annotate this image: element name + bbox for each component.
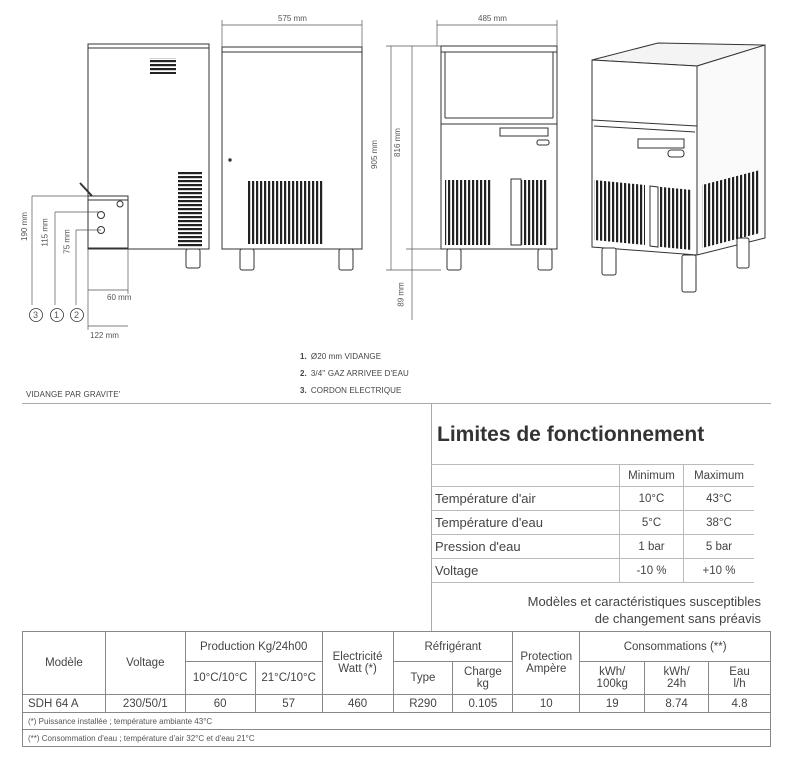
limits-label: Voltage bbox=[431, 559, 620, 583]
header-electricity bbox=[322, 632, 393, 695]
dim-height-body: 816 mm bbox=[392, 128, 402, 157]
dim-60: 60 mm bbox=[107, 293, 132, 302]
cell-watt: 460 bbox=[322, 695, 393, 713]
header-kwh24-line1: kWh/ bbox=[663, 666, 690, 678]
limits-header-empty bbox=[431, 465, 620, 487]
disclaimer-line-1: Modèles et caractéristiques susceptibles bbox=[527, 594, 761, 609]
footnote-2: (**) Consommation d'eau ; température d'air 32°C et d'eau 21°C bbox=[23, 730, 771, 747]
cell-prod-21: 57 bbox=[255, 695, 322, 713]
limits-max: +10 % bbox=[684, 559, 755, 583]
header-kwh24 bbox=[645, 662, 709, 695]
drain-label: VIDANGE PAR GRAVITE' bbox=[26, 390, 121, 399]
limits-row bbox=[431, 487, 754, 511]
cell-kwh24: 8.74 bbox=[645, 695, 709, 713]
side-view bbox=[222, 47, 362, 270]
callout-2: 2 bbox=[74, 310, 80, 320]
front-view bbox=[441, 46, 557, 270]
limits-col-min: Minimum bbox=[620, 465, 684, 487]
section-divider bbox=[22, 403, 771, 404]
header-refrigerant: Réfrigérant bbox=[393, 632, 513, 662]
header-water-line2: l/h bbox=[733, 678, 746, 690]
header-water bbox=[709, 662, 771, 695]
dim-width-side: 575 mm bbox=[278, 14, 307, 23]
header-electricity-line2: Watt (*) bbox=[338, 663, 377, 675]
disclaimer-line-2: de changement sans préavis bbox=[594, 611, 761, 626]
header-kwh100-line2: 100kg bbox=[596, 678, 628, 690]
header-production: Production Kg/24h00 bbox=[185, 632, 322, 662]
cell-charge: 0.105 bbox=[453, 695, 513, 713]
limits-row bbox=[431, 535, 754, 559]
header-charge-line2: kg bbox=[476, 678, 489, 690]
limits-table bbox=[431, 464, 754, 583]
header-kwh24-line2: 24h bbox=[667, 678, 687, 690]
callout-3: 3 bbox=[33, 310, 39, 320]
rear-view bbox=[80, 44, 209, 268]
limits-label: Température d'air bbox=[431, 487, 620, 511]
disclaimer bbox=[528, 593, 761, 627]
header-protection-line2: Ampère bbox=[526, 663, 567, 675]
limits-title: Limites de fonctionnement bbox=[437, 423, 705, 446]
limits-min: 1 bar bbox=[620, 535, 684, 559]
spec-table bbox=[22, 631, 771, 747]
header-electricity-line1: Electricité bbox=[332, 651, 383, 663]
limits-max: 5 bar bbox=[684, 535, 755, 559]
cell-prod-10: 60 bbox=[185, 695, 255, 713]
limits-max: 43°C bbox=[684, 487, 755, 511]
cell-voltage: 230/50/1 bbox=[105, 695, 185, 713]
header-prod-10: 10°C/10°C bbox=[185, 662, 255, 695]
cell-kwh100: 19 bbox=[580, 695, 645, 713]
header-prod-21: 21°C/10°C bbox=[255, 662, 322, 695]
dim-75: 75 mm bbox=[62, 229, 72, 254]
footnote-1: (*) Puissance installée ; température ambiante 43°C bbox=[23, 713, 771, 730]
note-2: 2. 3/4'' GAZ ARRIVEE D'EAU bbox=[300, 369, 409, 378]
header-charge bbox=[453, 662, 513, 695]
header-water-line1: Eau bbox=[729, 666, 750, 678]
callout-1: 1 bbox=[54, 310, 60, 320]
header-charge-line1: Charge bbox=[464, 666, 502, 678]
dim-122: 122 mm bbox=[90, 331, 119, 340]
limits-row bbox=[431, 559, 754, 583]
limits-row bbox=[431, 511, 754, 535]
table-row bbox=[23, 695, 771, 713]
header-voltage: Voltage bbox=[105, 632, 185, 695]
header-kwh100 bbox=[580, 662, 645, 695]
dim-height-total: 905 mm bbox=[369, 140, 379, 169]
cell-water: 4.8 bbox=[709, 695, 771, 713]
cell-model: SDH 64 A bbox=[23, 695, 106, 713]
dim-width-front: 485 mm bbox=[478, 14, 507, 23]
limits-label: Température d'eau bbox=[431, 511, 620, 535]
header-protection-line1: Protection bbox=[520, 651, 573, 663]
limits-col-max: Maximum bbox=[684, 465, 755, 487]
note-1: 1. Ø20 mm VIDANGE bbox=[300, 352, 382, 361]
limits-min: -10 % bbox=[620, 559, 684, 583]
header-protection bbox=[513, 632, 580, 695]
limits-min: 10°C bbox=[620, 487, 684, 511]
perspective-view bbox=[592, 43, 765, 292]
cell-type: R290 bbox=[393, 695, 453, 713]
dim-height-feet: 89 mm bbox=[396, 282, 406, 307]
dim-190: 190 mm bbox=[19, 212, 29, 241]
header-consumption: Consommations (**) bbox=[580, 632, 771, 662]
header-kwh100-line1: kWh/ bbox=[599, 666, 626, 678]
header-type: Type bbox=[393, 662, 453, 695]
limits-min: 5°C bbox=[620, 511, 684, 535]
cell-protection: 10 bbox=[513, 695, 580, 713]
header-model: Modèle bbox=[23, 632, 106, 695]
limits-label: Pression d'eau bbox=[431, 535, 620, 559]
limits-max: 38°C bbox=[684, 511, 755, 535]
note-3: 3. CORDON ELECTRIQUE bbox=[300, 386, 402, 395]
dim-115: 115 mm bbox=[40, 218, 50, 247]
